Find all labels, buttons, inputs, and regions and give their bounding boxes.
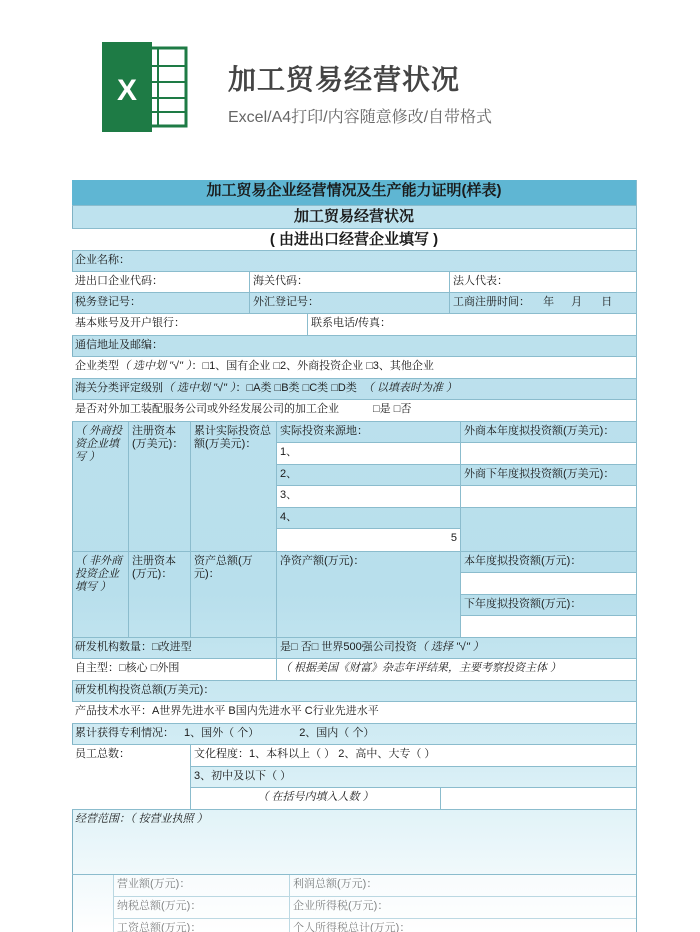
header [0, 0, 700, 170]
form-sheet [72, 180, 637, 932]
rd-invest-field[interactable]: 研发机构投资总额(万美元)： [72, 681, 637, 702]
net-assets-field[interactable]: 净资产额(万元)： [277, 552, 461, 638]
enterprise-type-label: 企业类型 [75, 360, 119, 372]
bank-field[interactable]: 基本账号及开户银行： [72, 314, 308, 336]
cumulative-invest-field[interactable]: 累计实际投资总额(万美元)： [191, 422, 277, 552]
customs-level-field[interactable] [72, 379, 637, 400]
fill-note-blank [441, 788, 637, 810]
next-year-invest-input[interactable] [461, 616, 637, 638]
foreign-blank-area [461, 508, 637, 552]
tax-reg-field[interactable]: 税务登记号： [72, 293, 250, 314]
assembly-question-label: 是否对外加工装配服务公司或外经发展公司的加工企业 [75, 403, 339, 415]
self-type-field[interactable]: 自主型：□核心 □外围 [72, 659, 277, 681]
customs-level-label: 海关分类评定级别 [75, 382, 163, 394]
foreign-next-year-input[interactable] [461, 486, 637, 508]
import-export-code-field[interactable]: 进出口企业代码： [72, 272, 250, 293]
address-field[interactable]: 通信地址及邮编： [72, 336, 637, 357]
month-label: 月 [571, 296, 583, 308]
revenue-field[interactable]: 营业额(万元)： [114, 875, 290, 897]
this-year-invest-label: 本年度拟投资额(万元)： [461, 552, 637, 573]
patents-field[interactable] [72, 724, 637, 745]
legal-rep-field[interactable]: 法人代表： [450, 272, 637, 293]
foreign-next-year-label: 外商下年度拟投资额(万美元)： [461, 465, 637, 486]
page-title: 加工贸易经营状况 [228, 64, 461, 95]
reg-capital-rmb-field[interactable]: 注册资本(万元)： [129, 552, 191, 638]
invest-source-1[interactable]: 1、 [277, 443, 461, 465]
page-subtitle: Excel/A4打印/内容随意修改/自带格式 [228, 109, 493, 126]
income-tax-field[interactable]: 企业所得税(万元)： [290, 897, 637, 919]
invest-source-4[interactable]: 4、 [277, 508, 461, 529]
tech-level-field[interactable]: 产品技术水平：A世界先进水平 B国内先进水平 C行业先进水平 [72, 702, 637, 724]
tax-total-field[interactable]: 纳税总额(万元)： [114, 897, 290, 919]
customs-level-note: （ 以填表时为准 ） [362, 382, 457, 394]
wages-field[interactable]: 工资总额(万元)： [114, 919, 290, 932]
top500-label: 是□ 否□ 世界500强公司投资 [280, 641, 417, 653]
foreign-section-label: （ 外商投资企业填写 ） [72, 422, 129, 552]
invest-source-3[interactable]: 3、 [277, 486, 461, 508]
yes-no-options: □是 □否 [373, 403, 412, 415]
invest-source-2[interactable]: 2、 [277, 465, 461, 486]
this-year-invest-input[interactable] [461, 573, 637, 595]
personal-tax-field[interactable]: 个人所得税总计(万元)： [290, 919, 637, 932]
nonforeign-section-label: （ 非外商投资企业填写 ） [72, 552, 129, 638]
phone-fax-field[interactable]: 联系电话/传真： [308, 314, 637, 336]
form-subtitle: 加工贸易经营状况 [72, 206, 637, 229]
staff-total-field[interactable]: 员工总数： [72, 745, 191, 810]
patents-label: 累计获得专利情况： [75, 727, 174, 739]
year-label: 年 [543, 296, 555, 308]
biz-scope-field[interactable]: 经营范围：（ 按营业执照 ） [72, 810, 637, 875]
form-title: 加工贸易企业经营情况及生产能力证明(样表) [72, 180, 637, 206]
rd-count-field[interactable]: 研发机构数量：□改进型 [72, 638, 277, 659]
svg-text:X: X [116, 74, 138, 107]
reg-capital-usd-field[interactable]: 注册资本(万美元)： [129, 422, 191, 552]
foreign-this-year-input[interactable] [461, 443, 637, 465]
forex-reg-field[interactable]: 外汇登记号： [250, 293, 450, 314]
education-row-1[interactable]: 文化程度：1、本科以上（ ） 2、高中、大专（ ） [191, 745, 637, 767]
finance-spacer [72, 875, 114, 932]
education-row-2[interactable]: 3、初中及以下（ ） [191, 767, 637, 788]
invest-source-value[interactable]: 5 [277, 529, 461, 552]
form-note: ( 由进出口经营企业填写 ) [72, 229, 637, 251]
top500-hint: （ 选择 "√" ） [416, 641, 484, 653]
customs-code-field[interactable]: 海关代码： [250, 272, 450, 293]
day-label: 日 [601, 296, 613, 308]
assembly-question-field[interactable] [72, 400, 637, 422]
enterprise-type-options: ：□1、国有企业 □2、外商投资企业 □3、其他企业 [191, 360, 434, 372]
biz-reg-time-field[interactable] [450, 293, 637, 314]
customs-level-options: ：□A类 □B类 □C类 □D类 [235, 382, 357, 394]
fill-note: （ 在括号内填入人数 ） [191, 788, 441, 810]
biz-reg-time-label: 工商注册时间： [453, 296, 530, 308]
top500-field[interactable] [277, 638, 637, 659]
foreign-this-year-label: 外商本年度拟投资额(万美元)： [461, 422, 637, 443]
excel-icon [100, 42, 188, 132]
company-name-field[interactable]: 企业名称： [72, 251, 637, 272]
fortune-note: （ 根据美国《财富》杂志年评结果，主要考察投资主体 ） [277, 659, 637, 681]
patents-abroad: 1、国外（ 个） [184, 727, 260, 739]
patents-domestic: 2、国内（ 个） [299, 727, 375, 739]
enterprise-type-field[interactable] [72, 357, 637, 379]
invest-source-label: 实际投资来源地： [277, 422, 461, 443]
enterprise-type-hint: （ 选中划 "√" ） [119, 360, 192, 372]
customs-level-hint: （ 选中划 "√" ） [163, 382, 236, 394]
profit-field[interactable]: 利润总额(万元)： [290, 875, 637, 897]
next-year-invest-label: 下年度拟投资额(万元)： [461, 595, 637, 616]
total-assets-field[interactable]: 资产总额(万元)： [191, 552, 277, 638]
